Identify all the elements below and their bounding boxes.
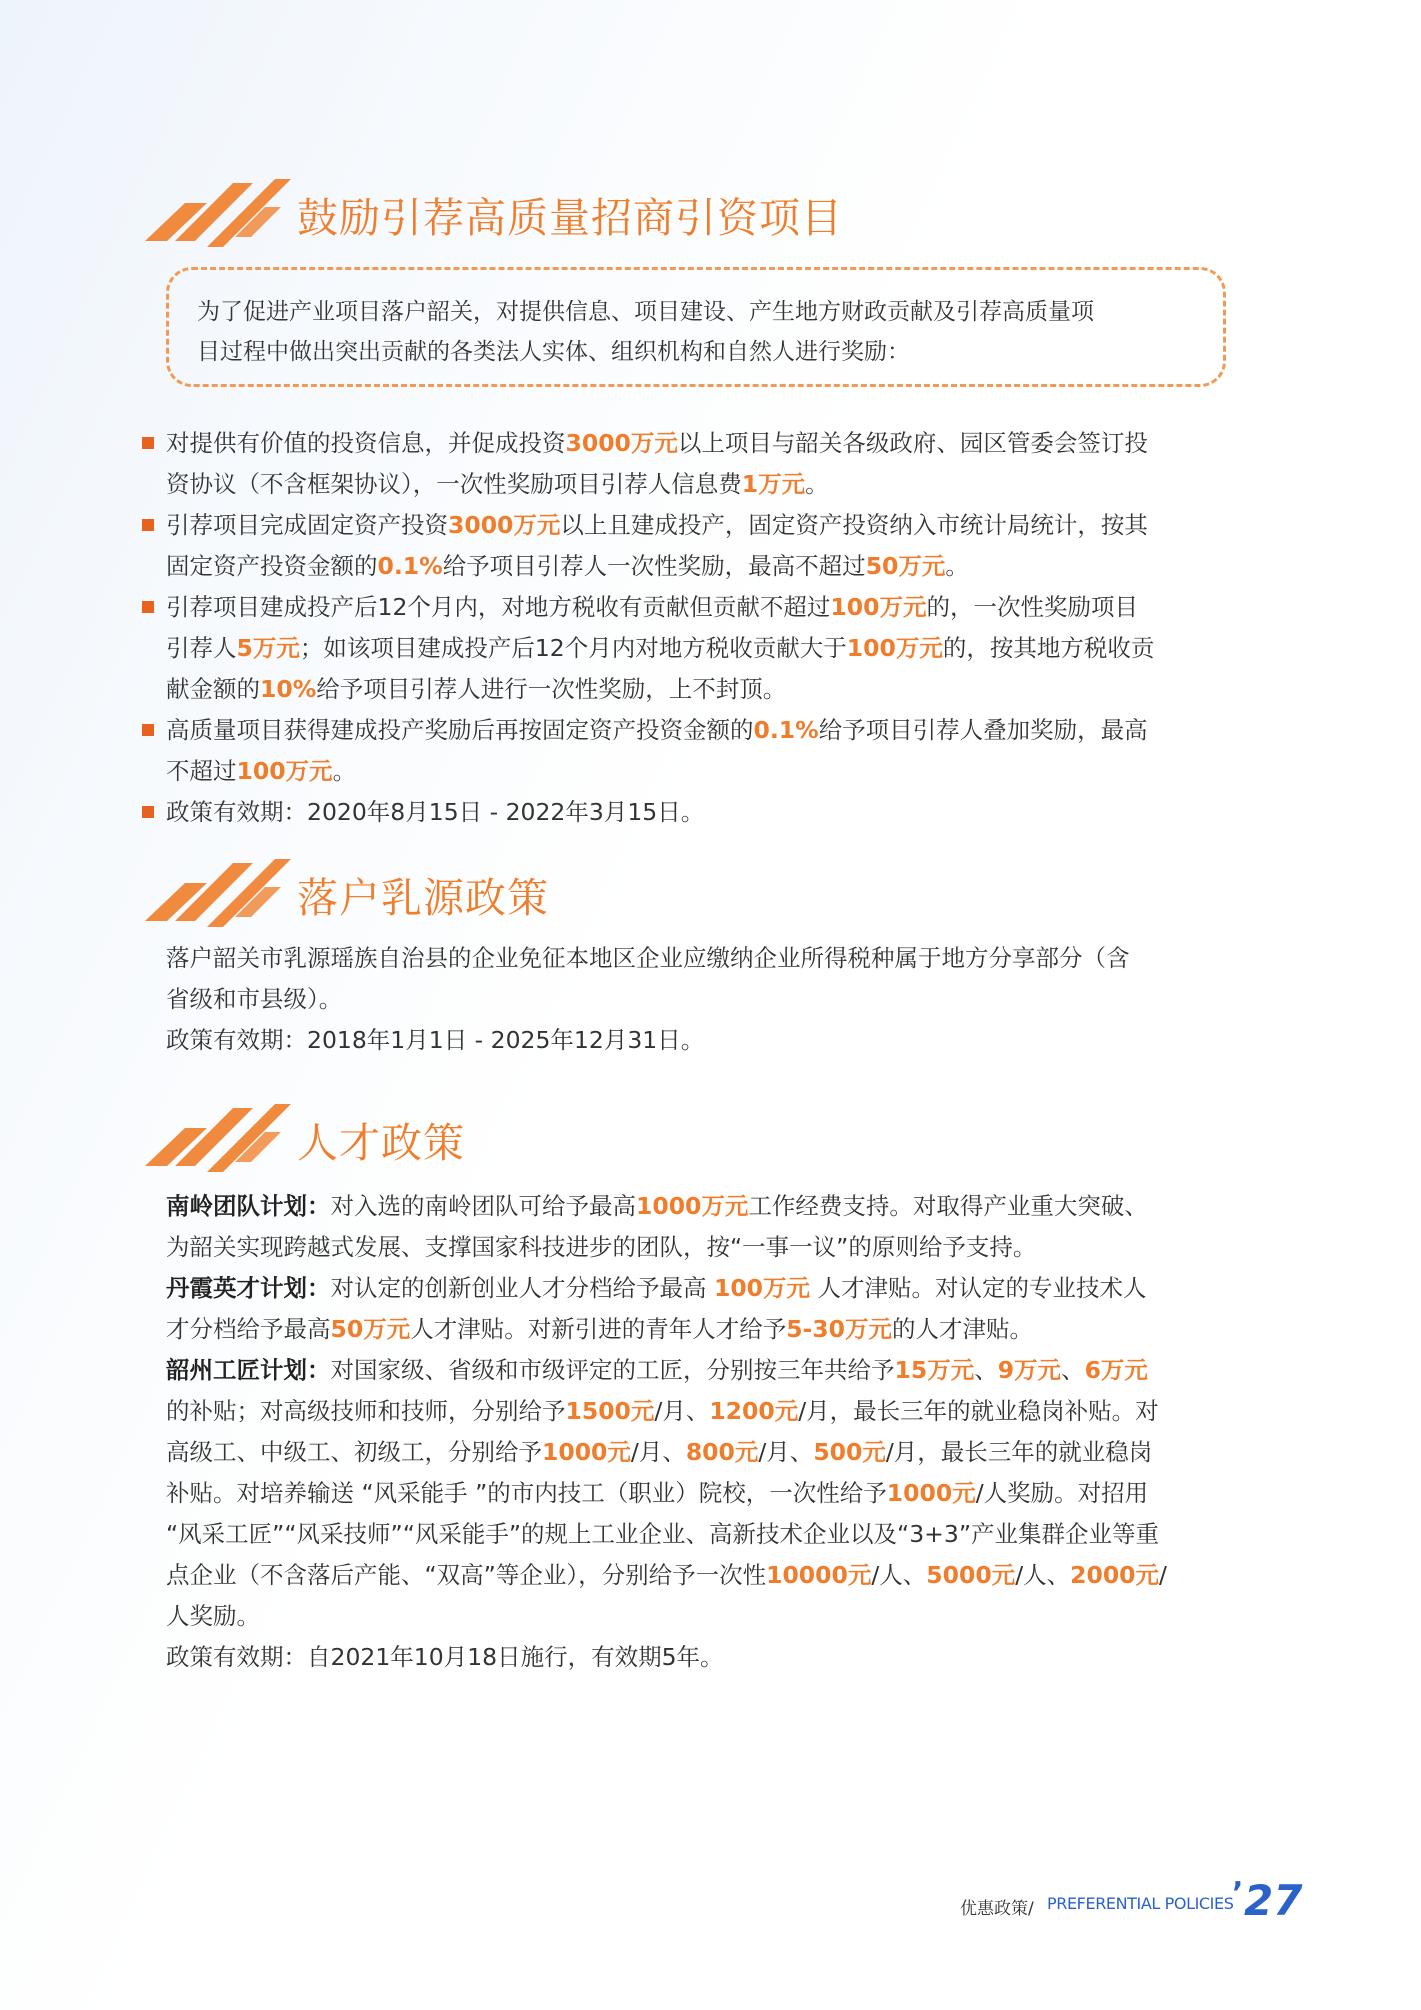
list-item: 引荐项目建成投产后12个月内，对地方税收有贡献但贡献不超过100万元的，一次性奖励项目 引荐人5万元；如该项目建成投产后12个月内对地方税收贡献大于100万元的，按其地方税收贡 献金额的10%给予项目引荐人进行一次性奖励，上不封顶。 — [142, 587, 1232, 710]
list-item: 引荐项目完成固定资产投资3000万元以上且建成投产，固定资产投资纳入市统计局统计，按其 固定资产投资金额的0.1%给予项目引荐人一次性奖励，最高不超过50万元。 — [142, 505, 1232, 587]
footer-tick: ’ — [1232, 1876, 1244, 1911]
bullet-square-icon — [142, 437, 154, 449]
ruyuan-paragraph: 落户韶关市乳源瑶族自治县的企业免征本地区企业应缴纳企业所得税种属于地方分享部分（含 省级和市县级）。 政策有效期：2018年1月1日 - 2025年12月31日。 — [166, 944, 1130, 1054]
nanling-plan: 南岭团队计划：对入选的南岭团队可给予最高1000万元工作经费支持。对取得产业重大突破、 — [166, 1192, 1148, 1220]
list-item: 高质量项目获得建成投产奖励后再按固定资产投资金额的0.1%给予项目引荐人叠加奖励，最高 不超过100万元。 — [142, 710, 1232, 792]
intro-box — [166, 267, 1226, 387]
footer-section-en: PREFERENTIAL POLICIES — [1047, 1894, 1234, 1913]
bullet-square-icon — [142, 519, 154, 531]
stripes-decoration-icon — [145, 855, 295, 927]
danxia-plan: 丹霞英才计划：对认定的创新创业人才分档给予最高 100万元 人才津贴。对认定的专业技术人 — [166, 1274, 1147, 1302]
talent-paragraph: 南岭团队计划：对入选的南岭团队可给予最高1000万元工作经费支持。对取得产业重大突破、 为韶关实现跨越式发展、支撑国家科技进步的团队，按“一事一议”的原则给予支持。 丹霞英才计划：对认定的创新创业人才分档给予最高 100万元 人才津贴。对认定的专业技术人 才分档给予最高50万元人才津贴。对新引进的青年人才给予5-30万元的人才津贴。 韶州工匠计划：对国家级、省级和市级评定的工匠，分别按三年共给予15万元、9万元、6万元 的补贴；对高级技师和技师，分别给予1500元/月、1200元/月，最长三年的就业稳岗补贴。对 高级工、中级工、初级工，分别给予1000元/月、800元/月、500元/月，最长三年的就业稳岗 补贴。对培养输送 “风采能手 ”的市内技工（职业）院校，一次性给予1000元/人奖励。对招用 “风采工匠”“风采技师”“风采能手”的规上工业企业、高新技术企业以及“3+3”产业集群企业等重 点企业（不含落后产能、“双高”等企业），分别给予一次性10000元/人、5000元/人、2000元/ 人奖励。 政策有效期：自2021年10月18日施行，有效期5年。 — [166, 1186, 1232, 1678]
talent-validity: 政策有效期：自2021年10月18日施行，有效期5年。 — [166, 1643, 724, 1671]
bullet-list — [142, 423, 1232, 833]
list-item: 对提供有价值的投资信息，并促成投资3000万元以上项目与韶关各级政府、园区管委会签订投 资协议（不含框架协议），一次性奖励项目引荐人信息费1万元。 — [142, 423, 1232, 505]
intro-line: 目过程中做出突出贡献的各类法人实体、组织机构和自然人进行奖励： — [197, 339, 910, 365]
page-footer — [960, 1876, 1320, 1930]
bullet-square-icon — [142, 806, 154, 818]
stripes-decoration-icon — [145, 175, 295, 247]
section-header-investment — [145, 175, 865, 255]
intro-line: 为了促进产业项目落户韶关，对提供信息、项目建设、产生地方财政贡献及引荐高质量项 — [197, 299, 1094, 325]
shaozhou-plan: 韶州工匠计划：对国家级、省级和市级评定的工匠，分别按三年共给予15万元、9万元、6万元 — [166, 1356, 1148, 1384]
section-header-talent — [145, 1100, 625, 1180]
bullet-square-icon — [142, 724, 154, 736]
stripes-decoration-icon — [145, 1100, 295, 1172]
section-title: 人才政策 — [297, 1119, 465, 1167]
page-number: ’ 27 — [1232, 1876, 1303, 1925]
footer-section-cn: 优惠政策/ — [960, 1899, 1034, 1919]
section-header-ruyuan — [145, 855, 665, 935]
section-title: 鼓励引荐高质量招商引资项目 — [297, 194, 843, 242]
bullet-square-icon — [142, 601, 154, 613]
list-item: 政策有效期：2020年8月15日 - 2022年3月15日。 — [142, 792, 1232, 833]
section-title: 落户乳源政策 — [297, 874, 549, 922]
